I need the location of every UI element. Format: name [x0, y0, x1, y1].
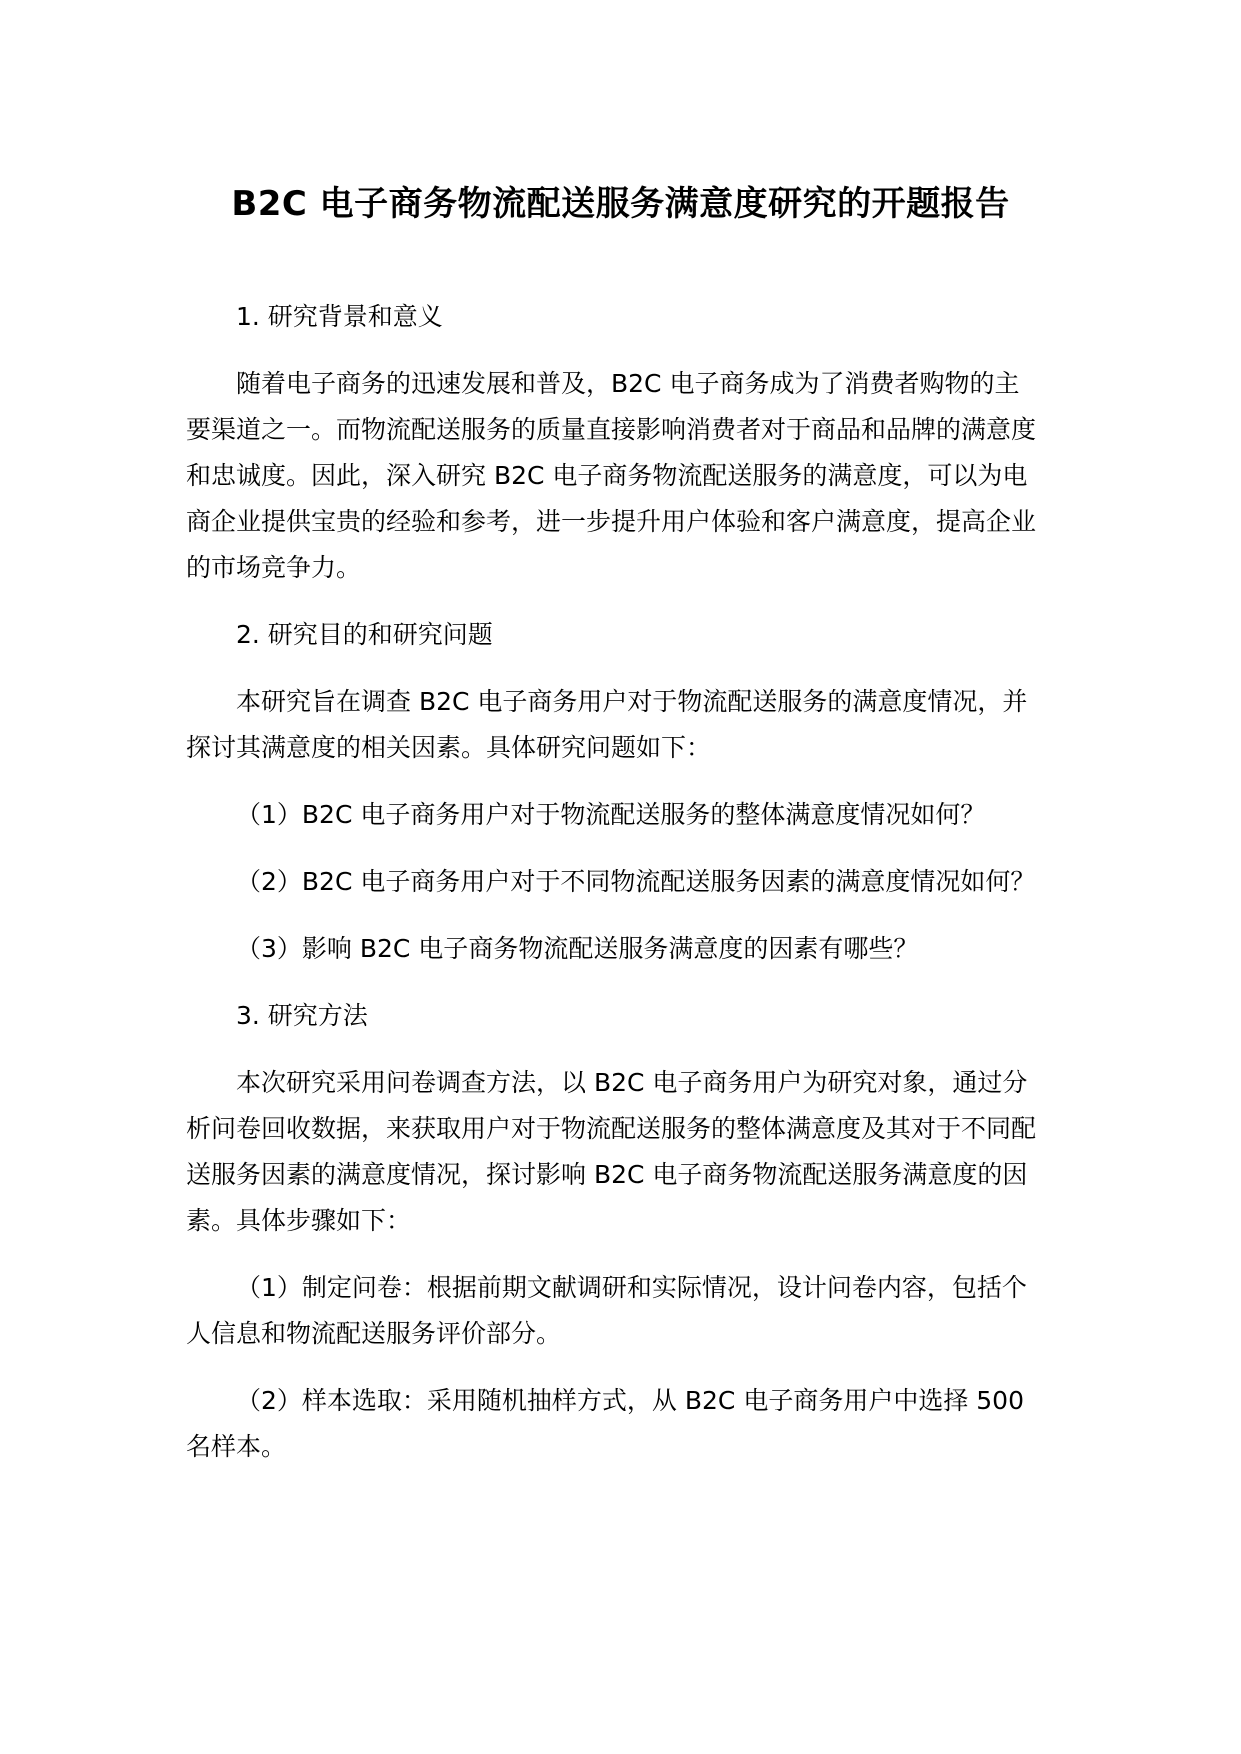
paragraph-background: 随着电子商务的迅速发展和普及，B2C 电子商务成为了消费者购物的主要渠道之一。而物流配送服务的质量直接影响消费者对于商品和品牌的满意度和忠诚度。因此，深入研究 B2C 电子商务物流配送服务的满意度，可以为电商企业提供宝贵的经验和参考，进一步提升用户体验和客户满意度，提高企业的市场竞争力。	[186, 369, 1037, 582]
method-step-2: （2）样本选取：采用随机抽样方式，从 B2C 电子商务用户中选择 500 名样本。	[186, 1386, 1024, 1461]
section-heading-objectives: 2. 研究目的和研究问题	[236, 620, 493, 649]
paragraph-objectives: 本研究旨在调查 B2C 电子商务用户对于物流配送服务的满意度情况，并探讨其满意度的相关因素。具体研究问题如下：	[186, 687, 1028, 762]
document-body	[186, 294, 1044, 1491]
paragraph-methods: 本次研究采用问卷调查方法，以 B2C 电子商务用户为研究对象，通过分析问卷回收数据，来获取用户对于物流配送服务的整体满意度及其对于不同配送服务因素的满意度情况，探讨影响 B2C 电子商务物流配送服务满意度的因素。具体步骤如下：	[186, 1068, 1037, 1235]
document-title: B2C 电子商务物流配送服务满意度研究的开题报告	[231, 184, 1010, 224]
section-heading-methods: 3. 研究方法	[236, 1001, 368, 1030]
section-heading-background: 1. 研究背景和意义	[236, 302, 443, 331]
method-step-1: （1）制定问卷：根据前期文献调研和实际情况，设计问卷内容，包括个人信息和物流配送服务评价部分。	[186, 1273, 1027, 1348]
research-question-3: （3）影响 B2C 电子商务物流配送服务满意度的因素有哪些？	[236, 934, 919, 963]
research-question-2: （2）B2C 电子商务用户对于不同物流配送服务因素的满意度情况如何？	[236, 867, 1036, 896]
research-question-1: （1）B2C 电子商务用户对于物流配送服务的整体满意度情况如何？	[236, 800, 986, 829]
